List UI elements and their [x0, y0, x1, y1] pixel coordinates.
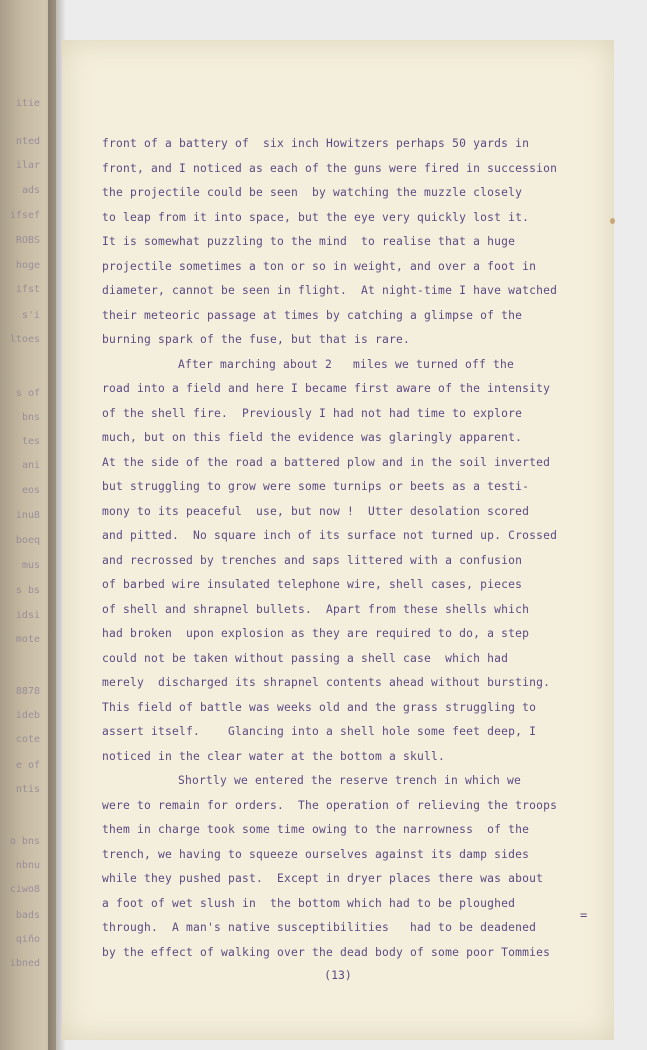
- text-line: were to remain for orders. The operation of relieving the troops: [102, 798, 558, 812]
- binding-text-fragment: ROBS: [15, 235, 40, 246]
- text-line: and pitted. No square inch of its surface not turned up. Crossed: [102, 529, 558, 542]
- binding-text-fragment: ifst: [15, 284, 40, 295]
- binding-text-fragment: idsi: [15, 610, 40, 621]
- binding-text-fragment: cote: [15, 734, 40, 745]
- text-line: After marching about 2 miles we turned off the: [178, 357, 515, 371]
- binding-text-fragment: ads: [21, 185, 40, 196]
- text-line: to leap from it into space, but the eye very quickly lost it.: [102, 210, 530, 224]
- binding-text-fragment: nted: [15, 136, 40, 147]
- text-line: by the effect of walking over the dead body of some poor Tommies: [102, 945, 551, 959]
- binding-text-fragment: qiño: [15, 934, 40, 945]
- text-line: At the side of the road a battered plow and in the soil inverted: [102, 455, 551, 469]
- binding-text-fragment: ilar: [15, 160, 40, 171]
- binding-text-fragment: ntis: [15, 784, 40, 795]
- text-line: mony to its peaceful use, but now ! Utter desolation scored: [102, 504, 530, 518]
- paper-spot: [610, 218, 615, 224]
- binding-text-fragment: s of: [15, 388, 40, 399]
- text-line: could not be taken without passing a shell case which had: [102, 651, 509, 665]
- typed-text-body: [102, 132, 602, 965]
- margin-mark: =: [580, 908, 588, 922]
- binding-text-fragment: s bs: [15, 585, 40, 596]
- text-line: Shortly we entered the reserve trench in which we: [178, 774, 522, 787]
- text-line: noticed in the clear water at the bottom a skull.: [102, 749, 446, 763]
- text-line: front, and I noticed as each of the guns were fired in succession: [102, 161, 558, 175]
- text-line: front of a battery of six inch Howitzers perhaps 50 yards in: [102, 137, 530, 150]
- text-line: the projectile could be seen by watching the muzzle closely: [102, 186, 523, 199]
- binding-text-fragment: mus: [21, 560, 40, 571]
- text-line: and recrossed by trenches and saps littered with a confusion: [102, 553, 523, 567]
- binding-text-fragment: itie: [15, 98, 40, 109]
- text-line: of the shell fire. Previously I had not had time to explore: [102, 406, 523, 420]
- binding-text-fragment: ifsef: [9, 210, 40, 221]
- text-line: a foot of wet slush in the bottom which had to be ploughed: [102, 896, 516, 910]
- page-number: (13): [324, 968, 352, 982]
- text-line: their meteoric passage at times by catching a glimpse of the: [102, 308, 523, 322]
- document-page: [62, 40, 614, 1040]
- binding-text-fragment: 8878: [15, 686, 40, 697]
- binding-text-fragment: s'i: [21, 310, 40, 321]
- text-line: had broken upon explosion as they are required to do, a step: [102, 627, 530, 640]
- text-line: but struggling to grow were some turnips or beets as a testi-: [102, 480, 530, 493]
- binding-text-fragment: eos: [21, 485, 40, 496]
- binding-text-fragment: ltoes: [9, 334, 40, 345]
- text-line: burning spark of the fuse, but that is rare.: [102, 333, 411, 346]
- binding-text-fragment: bads: [15, 910, 40, 921]
- text-line: assert itself. Glancing into a shell hole some feet deep, I: [102, 725, 537, 738]
- binding-text-fragment: boeq: [15, 535, 40, 546]
- binding-text-fragment: mote: [15, 634, 40, 645]
- binding-text-fragment: bns: [21, 412, 40, 423]
- text-line: them in charge took some time owing to the narrowness of the: [102, 823, 530, 836]
- text-line: This field of battle was weeks old and the grass struggling to: [102, 700, 537, 714]
- binding-text-fragment: ibned: [9, 958, 40, 969]
- text-line: diameter, cannot be seen in flight. At night-time I have watched: [102, 284, 558, 297]
- text-line: merely discharged its shrapnel contents ahead without bursting.: [102, 676, 551, 689]
- text-line: It is somewhat puzzling to the mind to realise that a huge: [102, 235, 516, 248]
- binding-text-fragment: e of: [15, 760, 40, 771]
- binding-text-fragment: ciwo8: [9, 884, 40, 895]
- text-line: while they pushed past. Except in dryer places there was about: [102, 872, 544, 885]
- text-line: through. A man's native susceptibilities had to be deadened: [102, 921, 537, 934]
- text-line: trench, we having to squeeze ourselves against its damp sides: [102, 847, 530, 861]
- text-line: projectile sometimes a ton or so in weight, and over a foot in: [102, 259, 537, 273]
- binding-text-fragment: nbnu: [15, 860, 40, 871]
- text-line: road into a field and here I became first aware of the intensity: [102, 382, 551, 395]
- text-line: much, but on this field the evidence was glaringly apparent.: [102, 431, 523, 444]
- binding-text-fragment: hoge: [15, 260, 40, 271]
- binding-text-fragment: o bns: [9, 836, 40, 847]
- text-line: of shell and shrapnel bullets. Apart from these shells which: [102, 602, 530, 616]
- binding-text-fragment: ani: [21, 460, 40, 471]
- binding-text-fragment: inu8: [15, 510, 40, 521]
- binding-text-fragment: tes: [21, 436, 40, 447]
- text-line: of barbed wire insulated telephone wire, shell cases, pieces: [102, 578, 523, 591]
- binding-text-fragment: ideb: [15, 710, 40, 721]
